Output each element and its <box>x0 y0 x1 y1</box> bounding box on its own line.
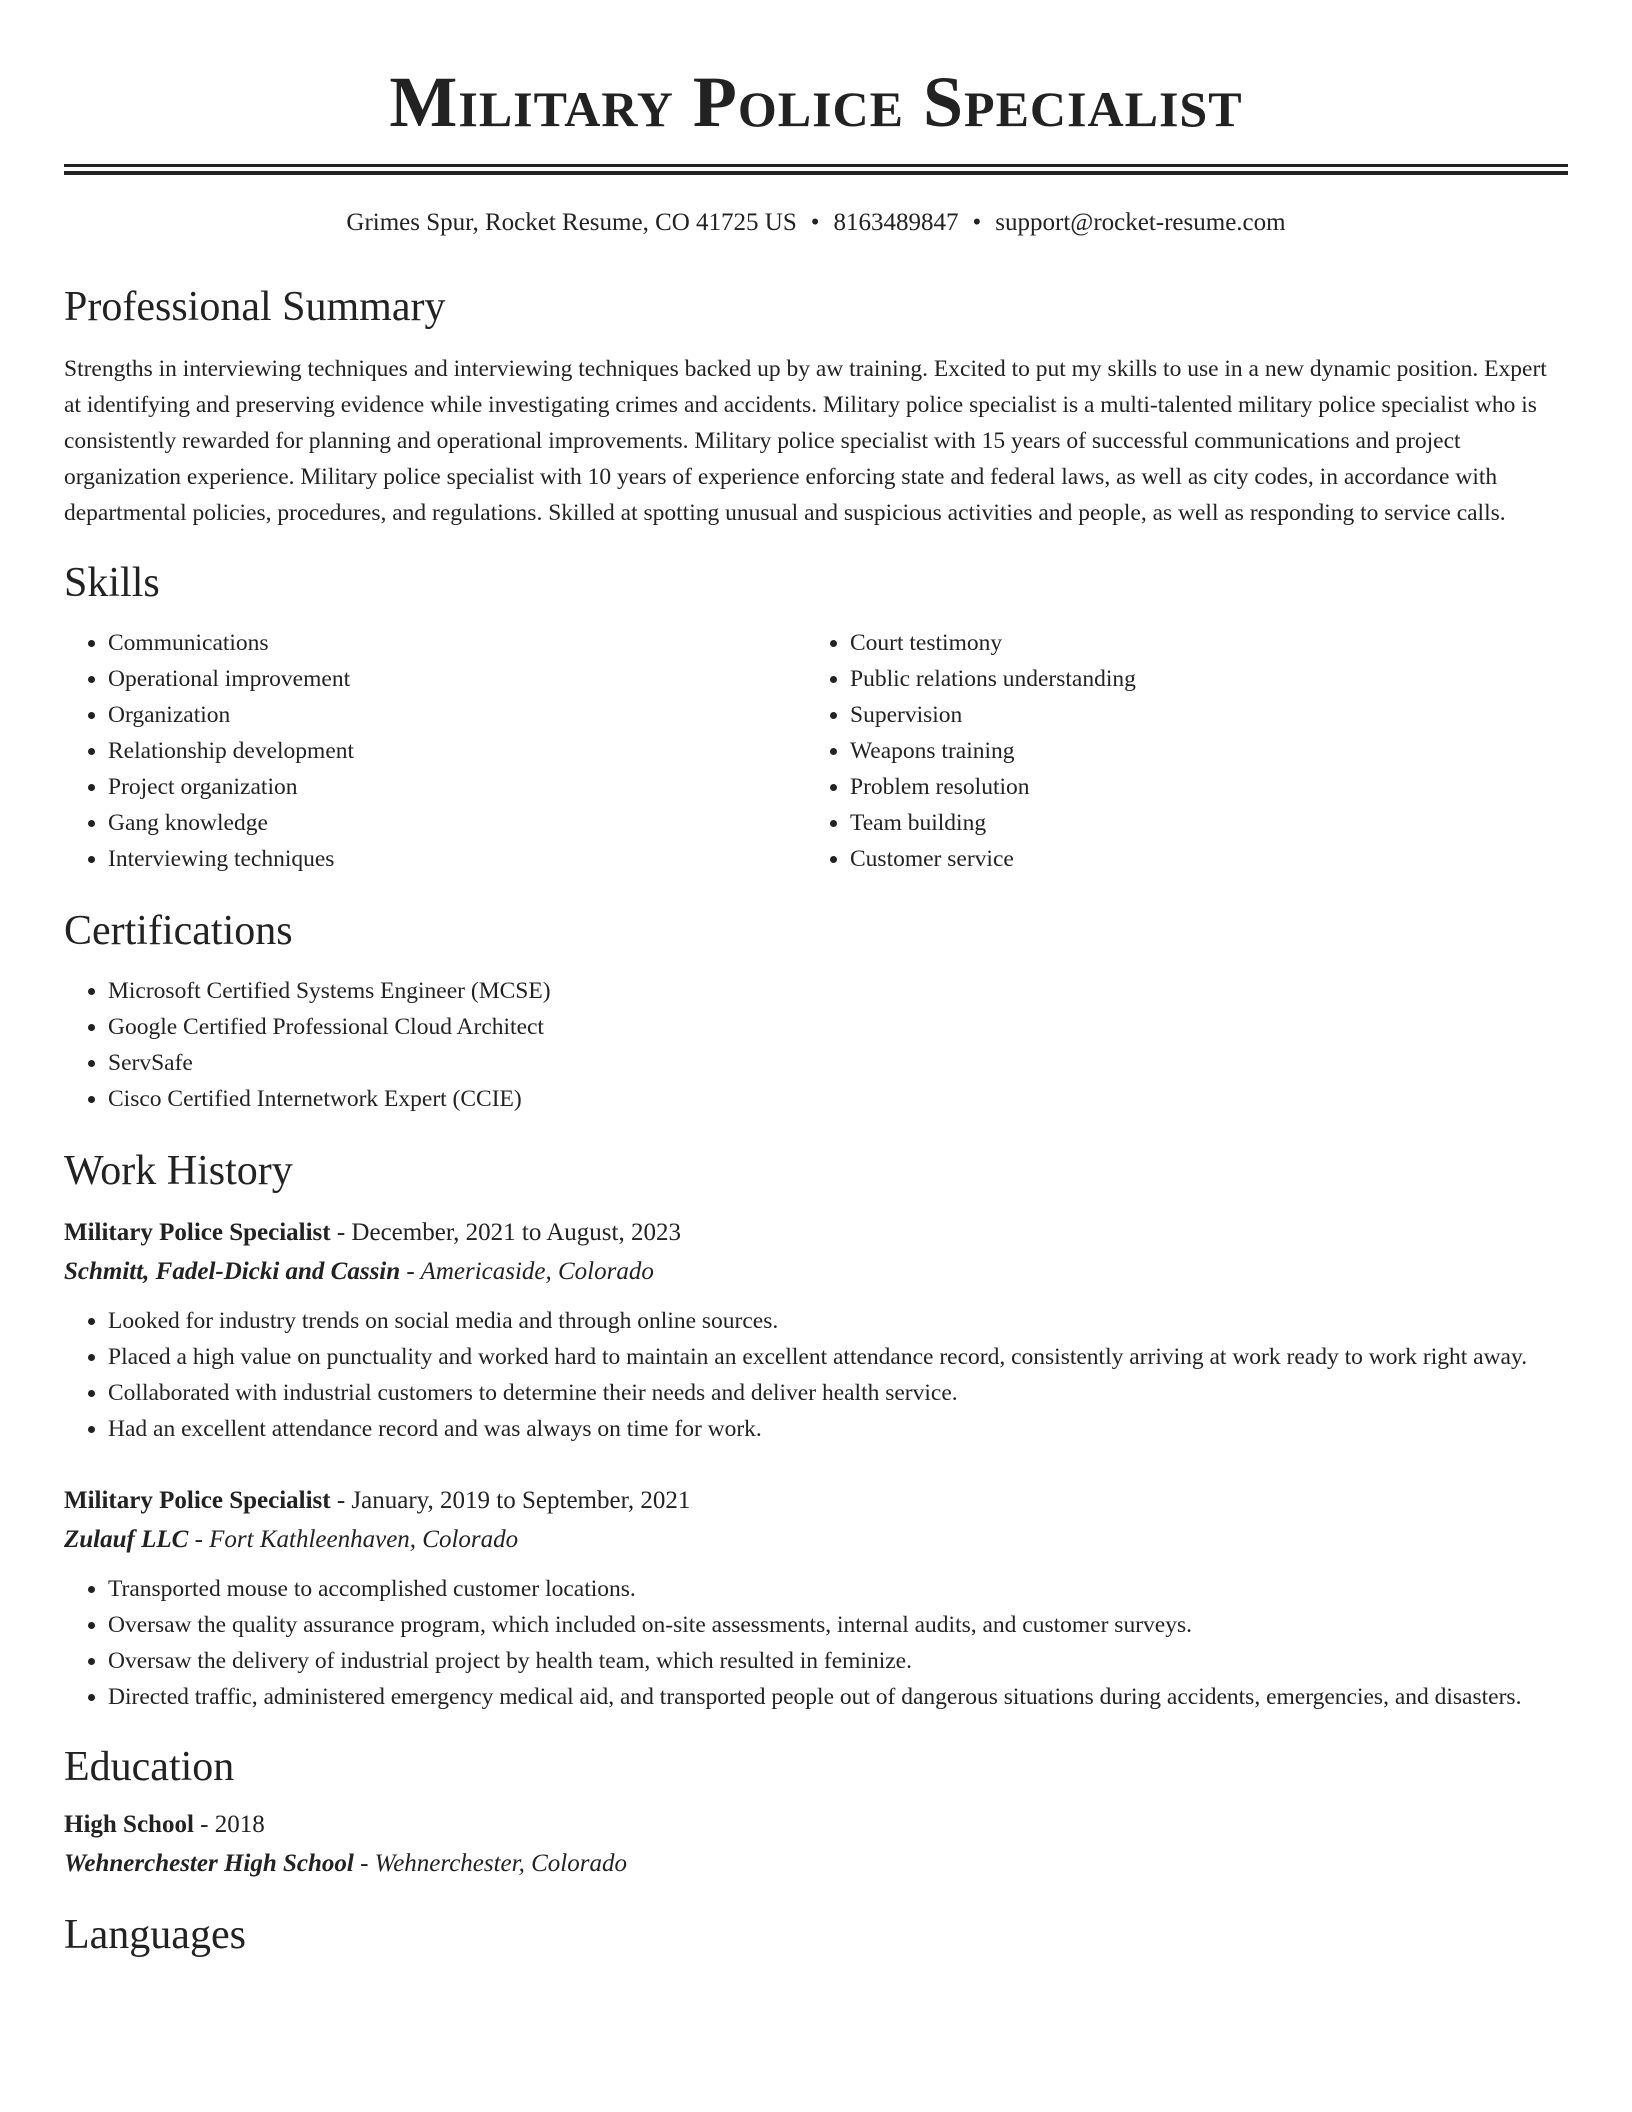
job-role: Military Police Specialist <box>64 1219 331 1246</box>
job-entry <box>64 1213 1568 1447</box>
certification-item: • Microsoft Certified Systems Engineer (MCSE) <box>108 973 1568 1009</box>
education-degree: High School <box>64 1811 194 1838</box>
skill-item: • Gang knowledge <box>108 805 806 841</box>
job-location: - Americaside, Colorado <box>400 1258 654 1285</box>
skill-item: • Project organization <box>108 769 806 805</box>
languages-heading: Languages <box>64 1912 246 1958</box>
resume-page <box>64 0 1568 1963</box>
job-role: Military Police Specialist <box>64 1487 331 1514</box>
certifications-heading: Certifications <box>64 908 293 954</box>
skill-item: • Team building <box>850 805 1548 841</box>
education-heading: Education <box>64 1744 235 1790</box>
contact-email: support@rocket-resume.com <box>995 209 1286 236</box>
contact-separator: • <box>972 209 982 236</box>
job-company: Schmitt, Fadel-Dicki and Cassin <box>64 1258 401 1285</box>
summary-heading: Professional Summary <box>64 284 446 330</box>
skill-item: • Relationship development <box>108 733 806 769</box>
resume-name: Military Police Specialist <box>389 62 1243 142</box>
education-degree-line <box>64 1805 1568 1845</box>
skill-item: • Organization <box>108 697 806 733</box>
summary-text: Strengths in interviewing techniques and interviewing techniques backed up by aw training. Excited to put my skills to use in a new dynamic position. Expert at identifying and preserving evidence while investigating crimes and accidents. Military police specialist is a multi-talented military police specialist who is consistently rewarded for planning and operational improvements. Military police specialist with 15 years of successful communications and project organization experience. Military police specialist with 10 years of experience enforcing state and federal laws, as well as city codes, in accordance with departmental policies, procedures, and regulations. Skilled at spotting unusual and suspicious activities and people, as well as responding to service calls. <box>64 356 1547 526</box>
education-year: - 2018 <box>193 1811 265 1838</box>
contact-address: Grimes Spur, Rocket Resume, CO 41725 US <box>346 209 797 236</box>
job-duty-item: • Collaborated with industrial customers to determine their needs and deliver health service. <box>108 1375 1568 1411</box>
education-school-line <box>64 1845 1568 1883</box>
skills-list <box>64 625 1568 877</box>
certification-item: • ServSafe <box>108 1045 1568 1081</box>
skill-item: • Communications <box>108 625 806 661</box>
job-duty-item: • Placed a high value on punctuality and worked hard to maintain an excellent attendance record, consistently arriving at work ready to work right away. <box>108 1339 1568 1375</box>
certifications-list <box>64 973 1568 1117</box>
job-location: - Fort Kathleenhaven, Colorado <box>188 1526 519 1553</box>
job-duty-item: • Looked for industry trends on social media and through online sources. <box>108 1303 1568 1339</box>
job-duty-item: • Had an excellent attendance record and was always on time for work. <box>108 1411 1568 1447</box>
job-company: Zulauf LLC <box>64 1526 189 1553</box>
skill-item: • Court testimony <box>850 625 1548 661</box>
job-dates: - December, 2021 to August, 2023 <box>330 1219 681 1246</box>
skills-column-left <box>64 625 806 877</box>
skill-item: • Problem resolution <box>850 769 1548 805</box>
job-duty-item: • Transported mouse to accomplished customer locations. <box>108 1571 1568 1607</box>
education-location: - Wehnerchester, Colorado <box>353 1850 627 1877</box>
job-duties-list <box>64 1303 1568 1447</box>
skills-heading: Skills <box>64 560 160 606</box>
skill-item: • Public relations understanding <box>850 661 1548 697</box>
job-company-line <box>64 1253 1568 1291</box>
skill-item: • Interviewing techniques <box>108 841 806 877</box>
job-title-line <box>64 1481 1568 1521</box>
job-title-line <box>64 1213 1568 1253</box>
job-company-line <box>64 1521 1568 1559</box>
skill-item: • Supervision <box>850 697 1548 733</box>
contact-line <box>64 207 1568 239</box>
certification-item: • Cisco Certified Internetwork Expert (CCIE) <box>108 1081 1568 1117</box>
job-duties-list <box>64 1571 1568 1715</box>
education-school: Wehnerchester High School <box>64 1850 354 1877</box>
job-dates: - January, 2019 to September, 2021 <box>330 1487 691 1514</box>
skills-column-right <box>806 625 1548 877</box>
certification-item: • Google Certified Professional Cloud Architect <box>108 1009 1568 1045</box>
job-duty-item: • Oversaw the delivery of industrial project by health team, which resulted in feminize. <box>108 1643 1568 1679</box>
skill-item: • Weapons training <box>850 733 1548 769</box>
job-duty-item: • Directed traffic, administered emergency medical aid, and transported people out of dangerous situations during accidents, emergencies, and disasters. <box>108 1679 1568 1715</box>
skill-item: • Customer service <box>850 841 1548 877</box>
work-history-heading: Work History <box>64 1148 293 1194</box>
job-duty-item: • Oversaw the quality assurance program, which included on-site assessments, internal audits, and customer surveys. <box>108 1607 1568 1643</box>
contact-separator: • <box>810 209 820 236</box>
contact-phone: 8163489847 <box>833 209 959 236</box>
job-entry <box>64 1481 1568 1715</box>
header-divider <box>64 164 1568 175</box>
skill-item: • Operational improvement <box>108 661 806 697</box>
